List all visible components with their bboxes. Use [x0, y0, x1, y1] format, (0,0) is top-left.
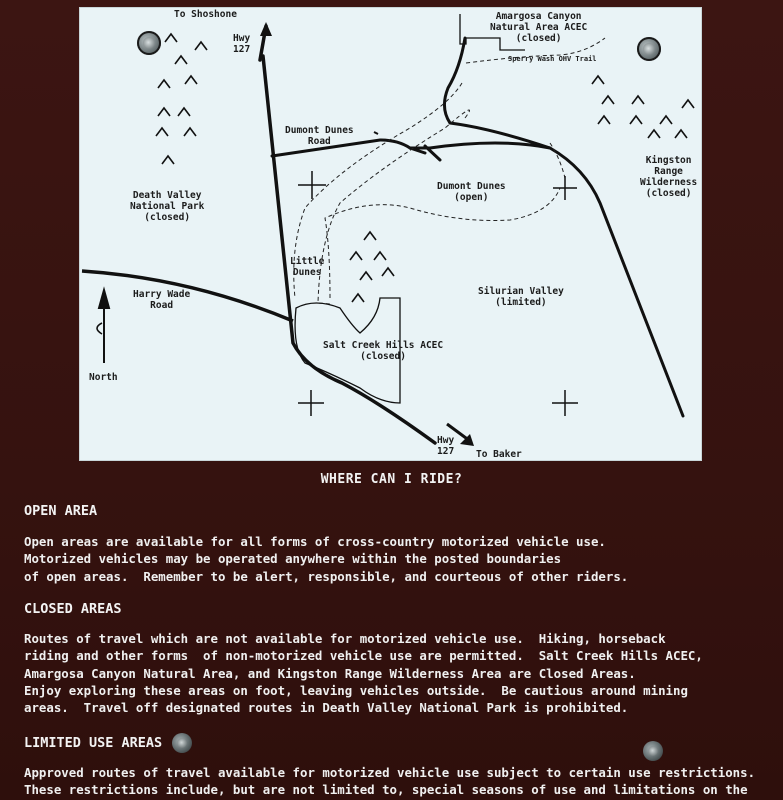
limited-use-text: Approved routes of travel available for motorized vehicle use subject to certain use restrictions. These restrictions include, but are not limited to, special seasons of use and limitations on the [24, 765, 756, 798]
mounting-bolt-right [637, 37, 661, 61]
mountain-symbols [156, 34, 694, 302]
closed-areas-text: Routes of travel which are not available for motorized vehicle use. Hiking, horseback riding and other forms of non-motorized vehicle use are permitted. Salt Creek Hills ACEC, Amargosa Canyon Natural Area, and Kingston Range Wilderness Area are Closed Areas. Enjoy exploring these areas on foot, leaving vehicles outside. Be cautious around mining areas. Travel off designated routes in Death Valley National Park is prohibited. [24, 631, 703, 716]
label-to-shoshone: To Shoshone [174, 9, 237, 20]
open-area-text: Open areas are available for all forms of cross-country motorized vehicle use. Motorized vehicles may be operated anywhere within the posted boundaries of open areas. Remember to be alert, responsible, and courteous of other riders. [24, 534, 629, 584]
label-kingston: Kingston Range Wilderness (closed) [640, 155, 698, 199]
mounting-bolt-left [137, 31, 161, 55]
north-arrowhead [260, 22, 272, 36]
label-silurian: Silurian Valley (limited) [478, 286, 564, 308]
label-dumont-dunes: Dumont Dunes (open) [437, 181, 506, 203]
label-hwy-south: Hwy 127 [437, 435, 455, 457]
label-little-dunes: Little Dunes [290, 256, 325, 278]
label-to-baker: To Baker [476, 449, 522, 460]
dumont-sign-marker [374, 132, 378, 134]
closed-areas-title: CLOSED AREAS [24, 601, 122, 617]
label-dumont-road: Dumont Dunes Road [285, 125, 354, 147]
open-area-title: OPEN AREA [24, 503, 98, 519]
map-drawing [80, 8, 701, 460]
north-arrow [97, 290, 109, 363]
sign-bolt-left [172, 733, 192, 753]
highway-127 [260, 26, 435, 443]
label-sperry-wash: Sperry Wash OHV Trail [508, 55, 597, 63]
label-amargosa: Amargosa Canyon Natural Area ACEC (closed) [490, 11, 588, 44]
label-death-valley: Death Valley National Park (closed) [130, 190, 205, 223]
area-map [80, 8, 701, 460]
headline: WHERE CAN I RIDE? [320, 472, 463, 487]
label-hwy-north: Hwy 127 [233, 33, 251, 55]
ohv-routes [294, 38, 605, 304]
label-harry-wade: Harry Wade Road [133, 289, 191, 311]
label-north: North [89, 372, 118, 383]
label-salt-creek: Salt Creek Hills ACEC (closed) [323, 340, 444, 362]
sign-bolt-right [643, 741, 663, 761]
limited-use-title: LIMITED USE AREAS [24, 735, 163, 751]
